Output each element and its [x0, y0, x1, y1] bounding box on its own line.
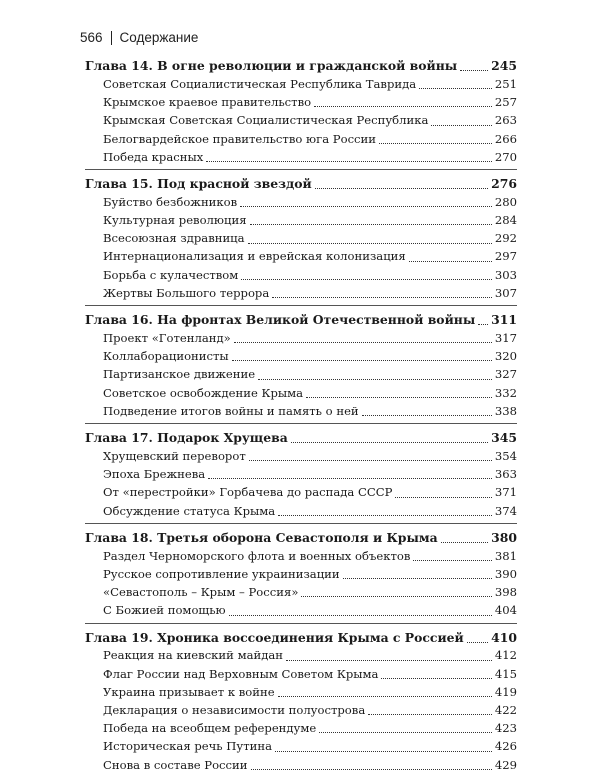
header-divider — [111, 31, 112, 45]
dot-leader — [343, 577, 492, 579]
entry-page-number: 419 — [494, 684, 517, 699]
dot-leader — [319, 731, 492, 733]
entry-page-number: 412 — [494, 648, 517, 663]
entry-page-number: 263 — [494, 113, 517, 128]
dot-leader — [206, 160, 492, 162]
entry-page-number: 338 — [494, 403, 517, 418]
entry-title: Историческая речь Путина — [103, 739, 272, 754]
toc-entry[interactable] — [85, 130, 517, 148]
entry-title: Украина призывает к войне — [103, 684, 275, 699]
entry-title: Раздел Черноморского флота и военных объектов — [103, 548, 411, 563]
chapter-block — [85, 305, 517, 420]
toc-entry[interactable] — [85, 547, 517, 565]
entry-title: От «перестройки» Горбачева до распада СССР — [103, 485, 393, 500]
entry-title: Русское сопротивление украинизации — [103, 566, 340, 581]
entry-title: Глава 14. В огне революции и гражданской войны — [85, 58, 458, 73]
entry-title: Глава 15. Под красной звездой — [85, 175, 312, 191]
entry-title: Декларация о независимости полуострова — [103, 703, 366, 718]
entry-title: Подведение итогов войны и память о ней — [103, 403, 359, 418]
entry-page-number: 404 — [494, 603, 517, 618]
entry-title: Крымская Советская Социалистическая Республика — [103, 113, 429, 128]
dot-leader — [314, 105, 492, 107]
toc-entry[interactable] — [85, 447, 517, 465]
entry-page-number: 332 — [494, 385, 517, 400]
dot-leader — [419, 87, 492, 89]
entry-title: Глава 18. Третья оборона Севастополя и Крыма — [85, 529, 438, 545]
dot-leader — [431, 124, 491, 126]
entry-page-number: 415 — [494, 666, 517, 681]
toc-entry[interactable] — [85, 502, 517, 520]
entry-title: Снова в составе России — [103, 757, 248, 772]
dot-leader — [379, 142, 492, 144]
toc-entry[interactable] — [85, 148, 517, 166]
toc-entry[interactable] — [85, 583, 517, 601]
dot-leader — [291, 441, 488, 443]
entry-title: Хрущевский переворот — [103, 448, 246, 463]
toc-entry[interactable] — [85, 75, 517, 93]
entry-title: Победа на всеобщем референдуме — [103, 721, 317, 736]
entry-page-number: 422 — [494, 703, 517, 718]
dot-leader — [250, 223, 492, 225]
dot-leader — [229, 614, 492, 616]
entry-title: «Севастополь – Крым – Россия» — [103, 585, 299, 600]
entry-page-number: 390 — [494, 566, 517, 581]
entry-title: Обсуждение статуса Крыма — [103, 503, 276, 518]
dot-leader — [249, 459, 492, 461]
chapter-block — [85, 423, 517, 520]
toc-entry[interactable] — [85, 111, 517, 129]
entry-title: Жертвы Большого террора — [103, 285, 270, 300]
entry-title: Эпоха Брежнева — [103, 467, 206, 482]
entry-title: Флаг России над Верховным Советом Крыма — [103, 666, 379, 681]
entry-title: Борьба с кулачеством — [103, 267, 239, 282]
dot-leader — [368, 713, 492, 715]
dot-leader — [241, 278, 492, 280]
entry-page-number: 381 — [494, 548, 517, 563]
toc-entry[interactable] — [85, 647, 517, 665]
entry-title: Белогвардейское правительство юга России — [103, 131, 377, 146]
entry-title: Крымское краевое правительство — [103, 95, 312, 110]
entry-title: Партизанское движение — [103, 367, 256, 382]
dot-leader — [240, 205, 492, 207]
toc-entry[interactable] — [85, 93, 517, 111]
entry-page-number: 245 — [491, 58, 517, 73]
toc-entry[interactable] — [85, 193, 517, 211]
section-title: Содержание — [119, 30, 199, 45]
chapter-block — [85, 523, 517, 620]
entry-page-number: 317 — [494, 331, 517, 346]
toc-entry[interactable] — [85, 683, 517, 701]
entry-page-number: 266 — [494, 131, 517, 146]
dot-leader — [208, 477, 492, 479]
entry-page-number: 398 — [494, 585, 517, 600]
toc-entry[interactable] — [85, 211, 517, 229]
toc-entry[interactable] — [85, 266, 517, 284]
entry-title: Советское освобождение Крыма — [103, 385, 304, 400]
entry-page-number: 345 — [491, 430, 517, 445]
toc-entry[interactable] — [85, 601, 517, 619]
toc-entry[interactable] — [85, 465, 517, 483]
toc-entry[interactable] — [85, 229, 517, 247]
entry-title: Всесоюзная здравница — [103, 231, 245, 246]
running-header — [80, 30, 198, 45]
dot-leader — [362, 414, 492, 416]
toc-entry[interactable] — [85, 756, 517, 774]
toc-entry[interactable] — [85, 347, 517, 365]
toc-entry[interactable] — [85, 701, 517, 719]
chapter-heading[interactable] — [85, 628, 517, 647]
entry-title: Глава 19. Хроника воссоединения Крыма с Россией — [85, 629, 464, 645]
dot-leader — [272, 296, 492, 298]
entry-page-number: 363 — [494, 467, 517, 482]
dot-leader — [278, 514, 492, 516]
entry-page-number: 303 — [494, 267, 517, 282]
table-of-contents — [85, 52, 517, 774]
toc-entry[interactable] — [85, 384, 517, 402]
entry-page-number: 311 — [491, 312, 517, 328]
chapter-block — [85, 623, 517, 774]
toc-entry[interactable] — [85, 329, 517, 347]
dot-leader — [278, 695, 492, 697]
chapter-block — [85, 169, 517, 302]
toc-entry[interactable] — [85, 248, 517, 266]
dot-leader — [234, 341, 492, 343]
toc-entry[interactable] — [85, 365, 517, 383]
entry-page-number: 354 — [494, 448, 517, 463]
dot-leader — [306, 396, 492, 398]
dot-leader — [413, 559, 491, 561]
entry-page-number: 327 — [494, 367, 517, 382]
dot-leader — [258, 378, 492, 380]
entry-page-number: 426 — [494, 739, 517, 754]
entry-title: Интернационализация и еврейская колонизация — [103, 249, 406, 264]
entry-title: Глава 16. На фронтах Великой Отечественной войны — [85, 312, 476, 328]
dot-leader — [381, 677, 491, 679]
entry-title: Победа красных — [103, 149, 204, 164]
toc-entry[interactable] — [85, 284, 517, 302]
toc-entry[interactable] — [85, 737, 517, 755]
entry-title: Реакция на киевский майдан — [103, 648, 284, 663]
dot-leader — [301, 595, 491, 597]
entry-page-number: 429 — [494, 757, 517, 772]
page-number: 566 — [80, 30, 103, 45]
entry-page-number: 276 — [491, 175, 517, 191]
dot-leader — [286, 659, 492, 661]
entry-title: С Божией помощью — [103, 603, 226, 618]
dot-leader — [409, 260, 492, 262]
entry-page-number: 284 — [494, 213, 517, 228]
dot-leader — [441, 541, 488, 543]
entry-page-number: 423 — [494, 721, 517, 736]
entry-page-number: 257 — [494, 95, 517, 110]
entry-page-number: 320 — [494, 349, 517, 364]
entry-page-number: 280 — [494, 194, 517, 209]
dot-leader — [467, 641, 488, 643]
entry-page-number: 270 — [494, 149, 517, 164]
entry-page-number: 371 — [494, 485, 517, 500]
entry-page-number: 410 — [491, 629, 517, 645]
toc-entry[interactable] — [85, 565, 517, 583]
toc-entry[interactable] — [85, 483, 517, 501]
toc-entry[interactable] — [85, 719, 517, 737]
entry-page-number: 307 — [494, 285, 517, 300]
chapter-heading[interactable] — [85, 528, 517, 547]
chapter-heading[interactable] — [85, 310, 517, 329]
toc-entry[interactable] — [85, 665, 517, 683]
toc-entry[interactable] — [85, 402, 517, 420]
entry-page-number: 292 — [494, 231, 517, 246]
chapter-heading[interactable] — [85, 428, 517, 447]
entry-title: Глава 17. Подарок Хрущева — [85, 430, 288, 445]
entry-title: Коллаборационисты — [103, 349, 229, 364]
entry-title: Культурная революция — [103, 213, 247, 228]
entry-page-number: 380 — [491, 529, 517, 545]
dot-leader — [478, 323, 488, 325]
entry-page-number: 251 — [494, 76, 517, 91]
entry-page-number: 297 — [494, 249, 517, 264]
chapter-heading[interactable] — [85, 174, 517, 193]
dot-leader — [315, 187, 488, 189]
entry-title: Буйство безбожников — [103, 194, 238, 209]
chapter-block — [85, 52, 517, 166]
dot-leader — [232, 359, 492, 361]
entry-title: Проект «Готенланд» — [103, 331, 231, 346]
dot-leader — [395, 496, 491, 498]
dot-leader — [248, 242, 492, 244]
dot-leader — [251, 768, 492, 770]
entry-page-number: 374 — [494, 503, 517, 518]
dot-leader — [460, 69, 488, 71]
entry-title: Советская Социалистическая Республика Таврида — [103, 76, 417, 91]
chapter-heading[interactable] — [85, 56, 517, 75]
